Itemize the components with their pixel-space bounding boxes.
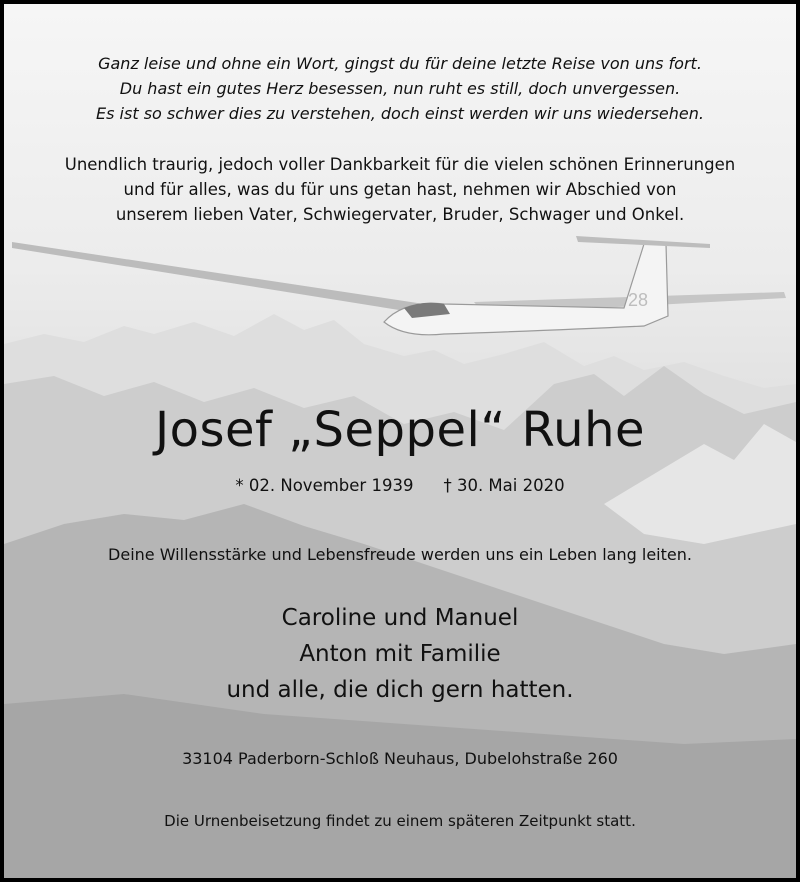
poem-line: Es ist so schwer dies zu verstehen, doch einst werden wir uns wiedersehen.	[96, 104, 704, 123]
death-date: † 30. Mai 2020	[443, 476, 565, 495]
farewell-line: unserem lieben Vater, Schwiegervater, Bruder, Schwager und Onkel.	[115, 205, 685, 224]
farewell-line: und für alles, was du für uns getan hast, nehmen wir Abschied von	[123, 180, 677, 199]
birth-date: * 02. November 1939	[235, 476, 414, 495]
mourners	[4, 600, 796, 708]
poem-line: Ganz leise und ohne ein Wort, gingst du für deine letzte Reise von uns fort.	[98, 54, 702, 73]
glider-marking: 28	[628, 290, 649, 310]
poem	[4, 51, 796, 126]
deceased-name: Josef „Seppel“ Ruhe	[154, 402, 646, 458]
life-dates	[4, 474, 796, 498]
mourner-line: und alle, die dich gern hatten.	[226, 677, 574, 703]
burial-notice: Die Urnenbeisetzung findet zu einem späteren Zeitpunkt statt.	[164, 812, 636, 830]
farewell-text	[4, 152, 796, 227]
address: 33104 Paderborn-Schloß Neuhaus, Dubelohstraße 260	[182, 749, 618, 768]
motto: Deine Willensstärke und Lebensfreude werden uns ein Leben lang leiten.	[108, 545, 692, 564]
farewell-line: Unendlich traurig, jedoch voller Dankbarkeit für die vielen schönen Erinnerungen	[64, 155, 736, 174]
mourner-line: Caroline und Manuel	[281, 605, 519, 631]
mourner-line: Anton mit Familie	[299, 641, 501, 667]
poem-line: Du hast ein gutes Herz besessen, nun ruht es still, doch unvergessen.	[119, 79, 681, 98]
